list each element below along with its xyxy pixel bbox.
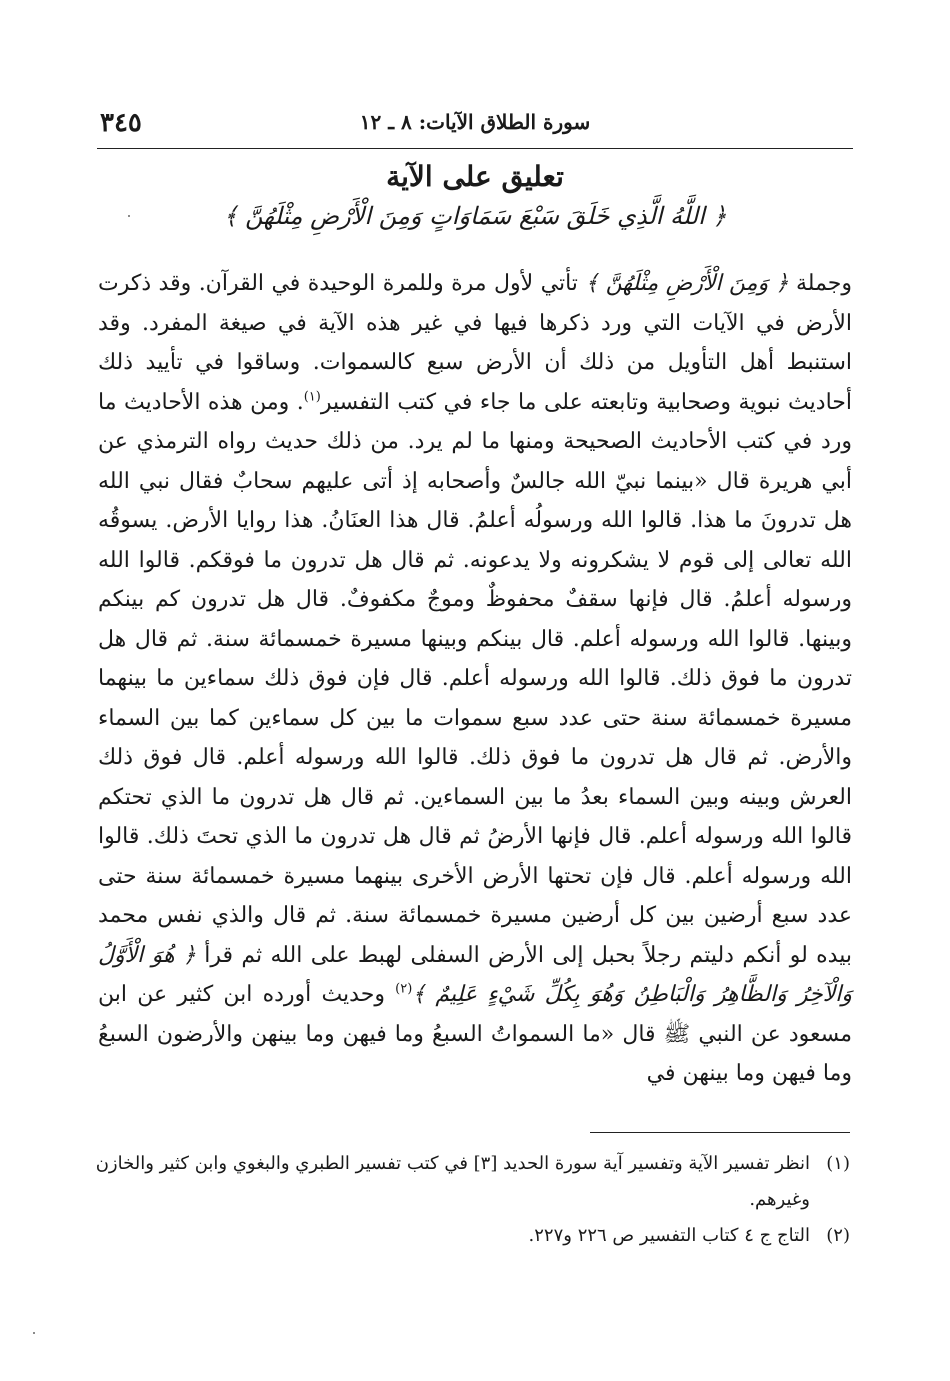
body-text-segment: تأتي لأول مرة وللمرة الوحيدة في القرآن. وقد ذكرت الأرض في الآيات التي ورد ذكرها فيها في غير هذه الآية في صيغة المفرد. وقد استنبط أهل التأويل من ذلك أن الأرض سبع كالسموات. وساقوا في تأييد ذلك أحاديث نبوية وصحابية وتابعته على ما جاء في كتب التفسير: [98, 271, 852, 415]
page-number: ٣٤٥: [100, 108, 142, 138]
body-text-segment: وحديث أورده ابن كثير عن ابن مسعود عن النبي ﷺ قال «ما السمواتُ السبعُ وما فيهن وما بينهن والأرضون السبعُ وما فيهن وما بينهن في: [98, 982, 852, 1086]
footnote-reference: (٢): [395, 981, 413, 997]
footnote-number: (٢): [826, 1225, 850, 1246]
scan-speck: [33, 1332, 35, 1334]
footnote-text: انظر تفسير الآية وتفسير آية سورة الحديد [٣] في كتب تفسير الطبري والبغوي وابن كثير والخازن وغيرهم.: [95, 1153, 810, 1210]
footnote: [95, 1146, 850, 1218]
section-title: تعليق على الآية: [386, 160, 564, 193]
body-text-segment: وجملة: [788, 271, 853, 296]
footnotes: [95, 1146, 850, 1254]
header-rule: [97, 148, 853, 149]
running-header: [100, 108, 850, 142]
footnote-text: التاج ج ٤ كتاب التفسير ص ٢٢٦ و٢٢٧.: [528, 1225, 810, 1246]
quran-quote: ﴿ وَمِنَ الْأَرْضِ مِثْلَهُنَّ ﴾: [585, 271, 789, 296]
verse-heading: ﴿ اللَّهُ الَّذِي خَلَقَ سَبْعَ سَمَاوَاتٍ وَمِنَ الْأَرْضِ مِثْلَهُنَّ ﴾: [223, 202, 727, 230]
running-title: سورة الطلاق الآيات: ٨ ـ ١٢: [359, 110, 591, 134]
body-paragraph: [98, 264, 852, 1094]
scan-speck: [128, 215, 130, 217]
body-text: [98, 264, 852, 1094]
footnote-reference: (١): [303, 389, 321, 405]
body-text-segment: . ومن هذه الأحاديث ما ورد في كتب الأحاديث الصحيحة ومنها ما لم يرد. من ذلك حديث رواه الترمذي عن أبي هريرة قال «بينما نبيّ الله جالسٌ وأصحابه إذ أتى عليهم سحابٌ فقال نبي الله هل تدرونَ ما هذا. قالوا الله ورسولُه أعلمُ. قال هذا العنَانُ. هذا روايا الأرض. يسوقُه الله تعالى إلى قوم لا يشكرونه ولا يدعونه. ثم قال هل تدرون ما فوقكم. قالوا الله ورسوله أعلمُ. قال فإنها سقفٌ محفوظٌ وموجٌ مكفوفٌ. قال هل تدرون كم بينكم وبينها. قالوا الله ورسوله أعلم. قال بينكم وبينها مسيرة خمسمائة سنة. ثم قال هل تدرون ما فوق ذلك. قالوا الله ورسوله أعلم. قال فإن فوق ذلك سماءين ما بينهما مسيرة خمسمائة سنة حتى عدد سبع سموات ما بين كل سماءين كما بين السماء والأرض. ثم قال هل تدرون ما فوق ذلك. قالوا الله ورسوله أعلم. قال فوق ذلك العرش وبينه وبين السماء بعدُ ما بين السماءين. ثم قال هل تدرون ما الذي تحتكم قالوا الله ورسوله أعلم. قال فإنها الأرضُ ثم قال هل تدرون ما الذي تحتَ ذلك. قالوا الله ورسوله أعلم. قال فإن تحتها الأرض الأخرى بينهما مسيرة خمسمائة سنة حتى عدد سبع أرضين بين كل أرضين مسيرة خمسمائة سنة. ثم قال والذي نفس محمد بيده لو أنكم دليتم رجلاً بحبل إلى الأرض السفلى لهبط على الله ثم قرأ: [98, 389, 852, 968]
footnote-number: (١): [826, 1153, 850, 1174]
footnote: [95, 1218, 850, 1254]
quran-quote: ﴿ هُوَ الْأَوَّلُ وَالْآخِرُ وَالظَّاهِرُ وَالْبَاطِنُ وَهُوَ بِكُلِّ شَيْءٍ عَلِيمٌ ﴾: [98, 942, 852, 1007]
footnote-rule: [590, 1132, 850, 1133]
